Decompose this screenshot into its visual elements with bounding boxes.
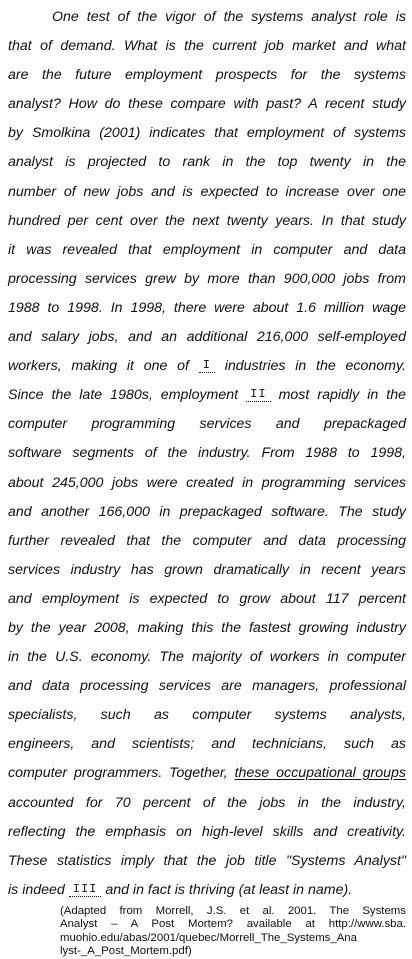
- passage-line: that of demand. What is the current job market and what: [8, 38, 406, 55]
- passage-line: and salary jobs, and an additional 216,000 self-employed: [8, 329, 406, 346]
- passage-line: about 245,000 jobs were created in programming services: [8, 474, 406, 491]
- passage-text: most rapidly in the: [278, 387, 406, 404]
- passage-line: number of new jobs and is expected to increase over one: [8, 183, 406, 200]
- passage-text: computer programmers. Together,: [8, 765, 228, 782]
- passage-line: [8, 759, 406, 788]
- blank-slot-3: III: [69, 882, 102, 897]
- passage-line: it was revealed that employment in computer and data: [8, 241, 406, 258]
- blank-slot-2: II: [246, 387, 270, 402]
- reading-passage: [8, 3, 406, 905]
- citation-line: muohio.edu/abas/2001/quebec/Morrell_The_Systems_Ana: [60, 931, 357, 944]
- citation-line: (Adapted from Morrell, J.S. et al. 2001. The Systems: [60, 904, 406, 917]
- passage-text: is indeed: [8, 881, 65, 898]
- passage-text: and in fact is thriving (at least in name).: [105, 881, 353, 898]
- passage-line: [8, 381, 406, 410]
- passage-line: specialists, such as computer systems analysts,: [8, 707, 406, 724]
- passage-line: These statistics imply that the job title "Systems Analyst": [8, 852, 406, 869]
- passage-line: and data processing services are managers, professional: [8, 678, 406, 695]
- passage-line: accounted for 70 percent of the jobs in the industry,: [8, 794, 406, 811]
- source-citation: [60, 905, 406, 959]
- passage-line: services industry has grown dramatically in recent years: [8, 561, 406, 578]
- passage-text: industries in the economy.: [224, 358, 406, 375]
- passage-line: hundred per cent over the next twenty years. In that study: [8, 212, 406, 229]
- passage-line: [8, 352, 406, 381]
- passage-text: workers, making it one of: [8, 358, 189, 375]
- passage-line: by the year 2008, making this the fastest growing industry: [8, 619, 406, 636]
- passage-line: processing services grew by more than 900,000 jobs from: [8, 270, 406, 287]
- passage-line: [8, 876, 406, 905]
- citation-line: Analyst – A Post Mortem? available at http://www.sba.: [60, 918, 406, 931]
- citation-line: lyst-_A_Post_Mortem.pdf): [60, 945, 192, 958]
- passage-text: Since the late 1980s, employment: [8, 387, 239, 404]
- passage-line: One test of the vigor of the systems analyst role is: [52, 9, 406, 25]
- underlined-phrase: these occupational groups: [234, 765, 407, 782]
- passage-line: and employment is expected to grow about 117 percent: [8, 590, 406, 607]
- passage-line: computer programming services and prepackaged: [8, 416, 406, 433]
- passage-line: 1988 to 1998. In 1998, there were about 1.6 million wage: [8, 299, 406, 316]
- blank-slot-1: I: [199, 358, 215, 373]
- passage-line: reflecting the emphasis on high-level skills and creativity.: [8, 823, 406, 840]
- passage-line: software segments of the industry. From 1988 to 1998,: [8, 445, 406, 462]
- passage-line: are the future employment prospects for the systems: [8, 67, 406, 84]
- passage-line: further revealed that the computer and data processing: [8, 532, 406, 549]
- passage-line: analyst is projected to rank in the top twenty in the: [8, 154, 406, 171]
- passage-line: analyst? How do these compare with past? A recent study: [8, 96, 406, 113]
- passage-line: by Smolkina (2001) indicates that employment of systems: [8, 125, 406, 142]
- passage-line: and another 166,000 in prepackaged software. The study: [8, 503, 406, 520]
- passage-line: engineers, and scientists; and technicians, such as: [8, 736, 406, 753]
- passage-line: in the U.S. economy. The majority of workers in computer: [8, 649, 406, 666]
